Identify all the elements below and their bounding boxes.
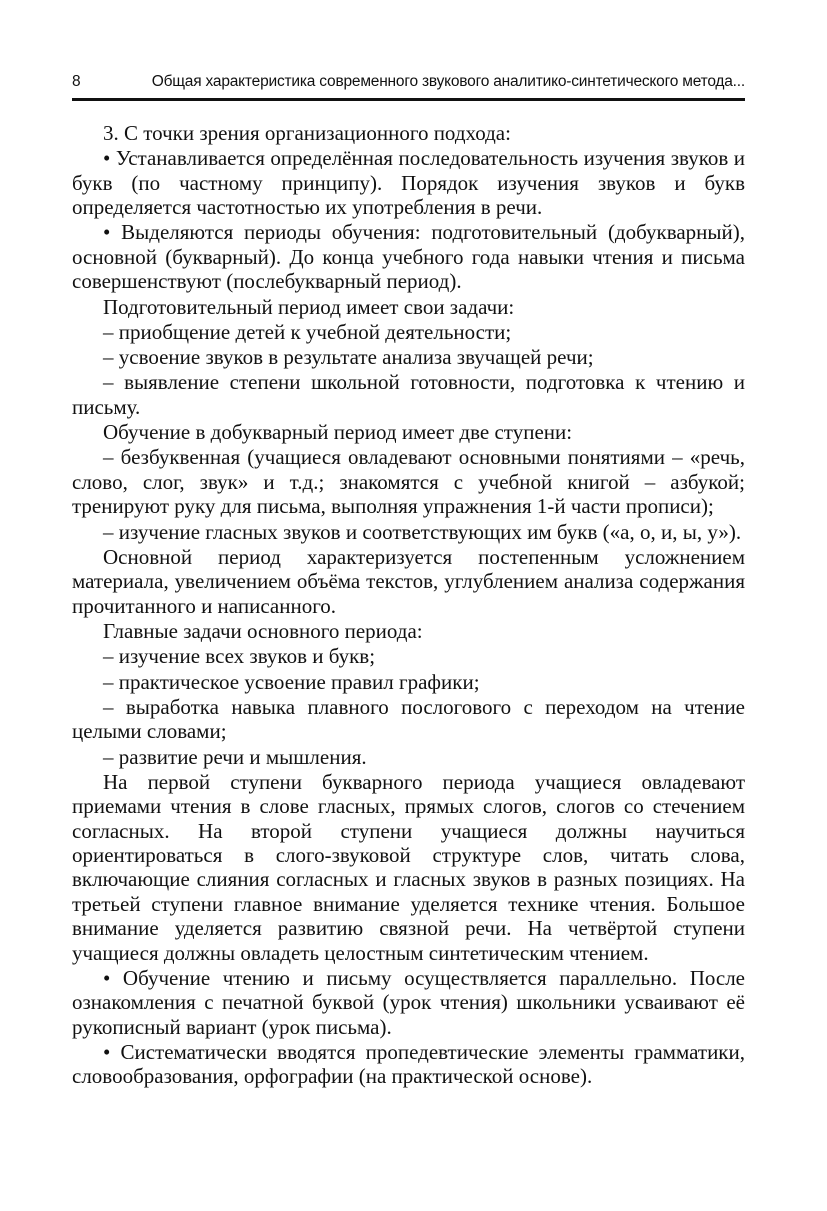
bullet-parallel-learning: • Обучение чтению и письму осуществляется параллельно. После ознакомления с печатной буквой (урок чтения) школьники усваивают её рукописный вариант (урок письма). xyxy=(72,965,745,1039)
body-text xyxy=(72,121,745,1090)
paragraph-alphabet-stages: На первой ступени букварного периода учащиеся овладевают приемами чтения в слове гласных, прямых слогов, слогов со стечением согласных. На второй ступени учащиеся должны научиться ориентироваться в слого-звуковой структуре слов, читать слова, включающие слияния согласных и гласных звуков в разных позициях. На третьей ступени главное внимание уделяется технике чтения. Большое внимание уделяется развитию связной речи. На четвёртой ступени учащиеся должны овладеть целостным синтетическим чтением. xyxy=(72,769,745,965)
paragraph-pre-alphabet-stages: Обучение в добукварный период имеет две ступени: xyxy=(103,420,573,445)
bullet-learning-periods: • Выделяются периоды обучения: подготовительный (добукварный), основной (букварный). До конца учебного года навыки чтения и письма совершенствуют (послебукварный период). xyxy=(72,220,745,294)
list-item: – выявление степени школьной готовности, подготовка к чтению и письму. xyxy=(72,370,745,419)
list-item: – развитие речи и мышления. xyxy=(103,744,367,769)
list-item: – безбуквенная (учащиеся овладевают основными понятиями – «речь, слово, слог, звук» и т.д.; знакомятся с учебной книгой – азбукой; тренируют руку для письма, выполняя упражнения 1-й части прописи); xyxy=(72,445,745,519)
page-number: 8 xyxy=(72,73,81,90)
list-item: – усвоение звуков в результате анализа звучащей речи; xyxy=(103,345,594,370)
bullet-propaedeutic-elements: • Систематически вводятся пропедевтические элементы грамматики, словообразования, орфографии (на практической основе). xyxy=(72,1040,745,1089)
paragraph-main-period-tasks: Главные задачи основного периода: xyxy=(103,618,423,643)
bullet-sequence-of-sounds: • Устанавливается определённая последовательность изучения звуков и букв (по частному принципу). Порядок изучения звуков и букв определяется частотностью их употребления в речи. xyxy=(72,146,745,220)
paragraph-preparatory-tasks: Подготовительный период имеет свои задачи: xyxy=(103,294,515,319)
list-item: – практическое усвоение правил графики; xyxy=(103,669,480,694)
paragraph-main-period: Основной период характеризуется постепенным усложнением материала, увеличением объёма текстов, углублением анализа содержания прочитанного и написанного. xyxy=(72,544,745,618)
list-item: – выработка навыка плавного послогового с переходом на чтение целыми словами; xyxy=(72,694,745,744)
paragraph-organizational-approach: 3. С точки зрения организационного подхода: xyxy=(103,121,511,145)
list-item: – изучение гласных звуков и соответствующих им букв («а, о, и, ы, у»). xyxy=(103,519,742,544)
running-header xyxy=(72,64,745,101)
running-title: Общая характеристика современного звукового аналитико-синтетического метода... xyxy=(151,73,745,90)
list-item: – изучение всех звуков и букв; xyxy=(103,644,376,669)
list-item: – приобщение детей к учебной деятельности; xyxy=(103,319,512,344)
